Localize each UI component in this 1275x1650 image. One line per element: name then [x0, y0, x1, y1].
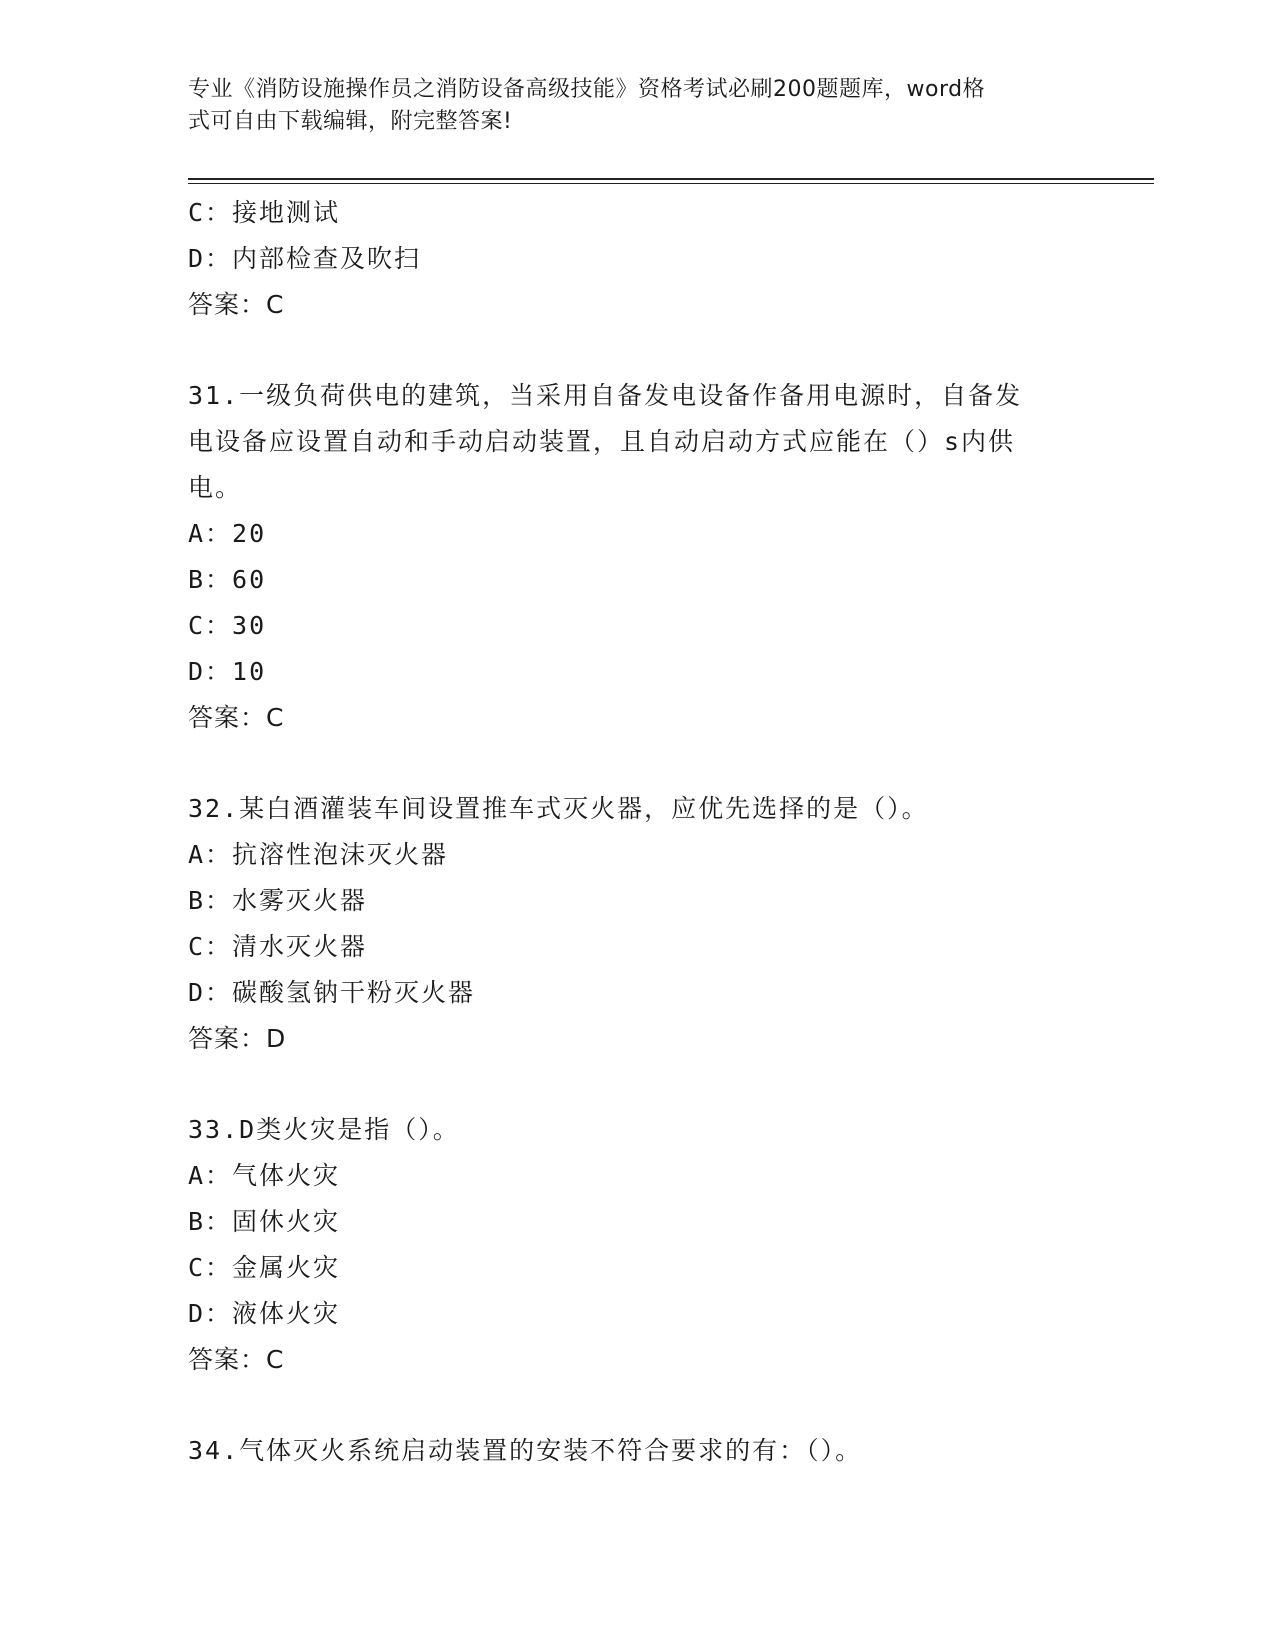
option-c: C：清水灭火器 [188, 932, 368, 961]
answer: 答案：D [188, 1024, 287, 1053]
header-line-1: 专业《消防设施操作员之消防设备高级技能》资格考试必刷200题题库，word格 [188, 77, 986, 102]
document-header [188, 74, 1068, 138]
option-c: C：金属火灾 [188, 1253, 341, 1282]
option-d: D：液体火灾 [188, 1299, 341, 1328]
question-text-line: 32.某白酒灌装车间设置推车式灭火器，应优先选择的是（）。 [188, 794, 929, 823]
option-b: B：60 [188, 565, 267, 594]
answer: 答案：C [188, 1345, 285, 1374]
option-d: D：内部检查及吹扫 [188, 244, 422, 273]
option-c: C：接地测试 [188, 198, 341, 227]
spacer [188, 1062, 1088, 1107]
spacer [188, 741, 1088, 786]
question-31 [188, 373, 1088, 741]
question-32 [188, 786, 1088, 1062]
header-divider [188, 178, 1154, 184]
question-34 [188, 1428, 1088, 1474]
spacer [188, 328, 1088, 373]
option-a: A：抗溶性泡沫灭火器 [188, 840, 449, 869]
option-d: D：碳酸氢钠干粉灭火器 [188, 978, 476, 1007]
question-text-line: 34.气体灭火系统启动装置的安装不符合要求的有：（）。 [188, 1436, 863, 1465]
option-a: A：气体火灾 [188, 1161, 341, 1190]
option-b: B：水雾灭火器 [188, 886, 368, 915]
answer: 答案：C [188, 290, 285, 319]
question-text-line: 33.D类火灾是指（）。 [188, 1115, 460, 1144]
answer: 答案：C [188, 703, 285, 732]
option-a: A：20 [188, 519, 267, 548]
option-d: D：10 [188, 657, 267, 686]
spacer [188, 1383, 1088, 1428]
document-body [188, 190, 1088, 1474]
header-line-2: 式可自由下载编辑，附完整答案! [188, 109, 513, 134]
question-text-line: 电设备应设置自动和手动启动装置，且自动启动方式应能在（）s内供 [188, 427, 1016, 456]
question-30-tail [188, 190, 1088, 328]
question-text-line: 电。 [188, 473, 243, 502]
question-33 [188, 1107, 1088, 1383]
option-c: C：30 [188, 611, 267, 640]
option-b: B：固休火灾 [188, 1207, 341, 1236]
question-text-line: 31.一级负荷供电的建筑，当采用自备发电设备作备用电源时，自备发 [188, 381, 1023, 410]
